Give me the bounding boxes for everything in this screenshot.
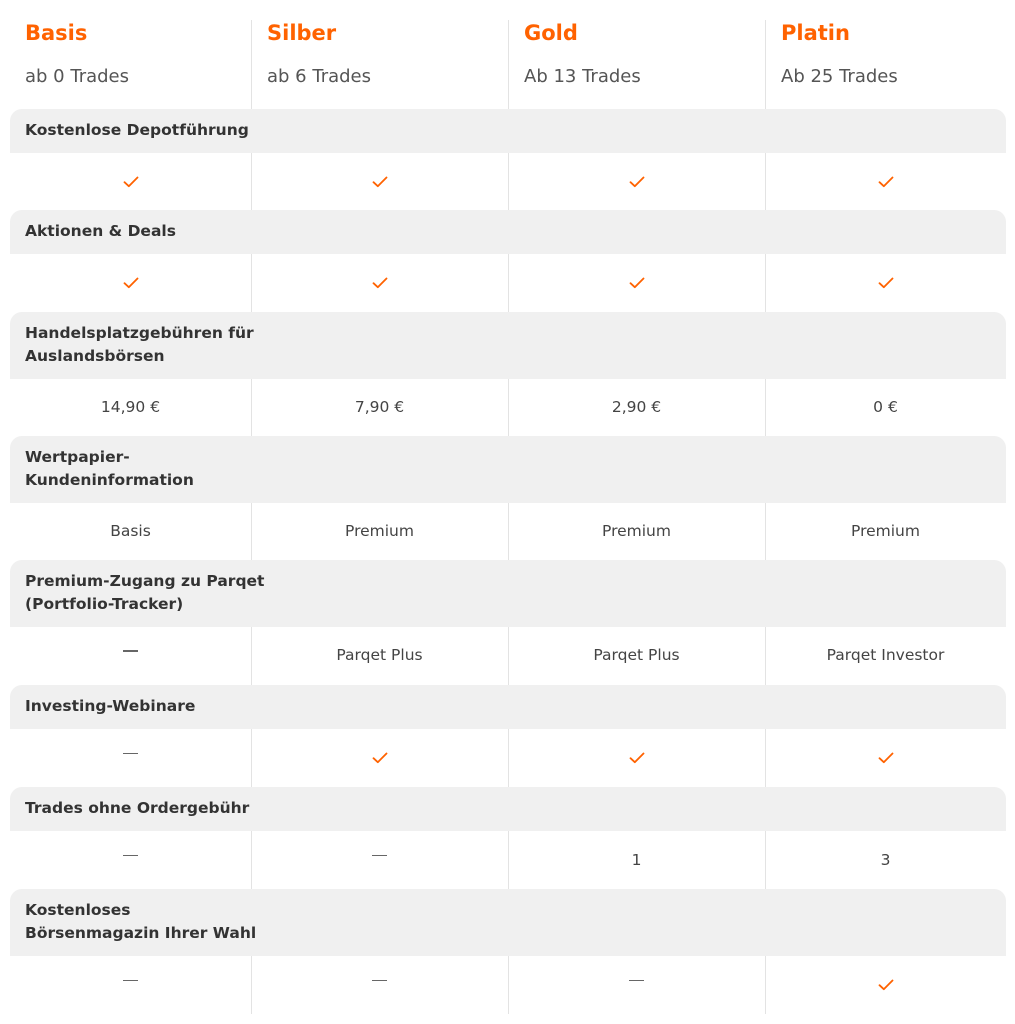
value-cell-basis — [10, 153, 251, 210]
value-text: Premium — [345, 522, 414, 540]
feature-label-line: Premium-Zugang zu Parqet — [25, 572, 265, 590]
feature-label — [25, 119, 249, 142]
feature-label-row — [10, 312, 1006, 379]
feature-label-row — [10, 787, 1006, 831]
tier-header-silber — [267, 0, 508, 108]
value-cell-basis — [10, 503, 251, 559]
value-cell-gold — [508, 729, 765, 786]
feature-label-line: Wertpapier- — [25, 448, 130, 466]
checkmark-icon — [629, 176, 645, 188]
feature-label-row — [10, 685, 1006, 729]
value-text: Premium — [851, 522, 920, 540]
value-text: 7,90 € — [354, 398, 405, 416]
value-cell-platin — [765, 379, 1006, 435]
feature-label-line: Kostenloses — [25, 901, 131, 919]
feature-value-row — [10, 729, 1006, 786]
feature-label — [25, 446, 194, 492]
feature-label-line: Aktionen & Deals — [25, 222, 176, 240]
feature-label-row — [10, 560, 1006, 627]
feature-label-line: (Portfolio-Tracker) — [25, 595, 184, 613]
feature-value-row — [10, 254, 1006, 311]
value-cell-gold — [508, 379, 765, 435]
checkmark-icon — [629, 752, 645, 764]
tier-requirement: Ab 13 Trades — [524, 66, 641, 87]
feature-label-line: Auslandsbörsen — [25, 347, 165, 365]
feature-value-row — [10, 379, 1006, 435]
value-cell-basis — [10, 956, 251, 1013]
feature-label — [25, 695, 195, 718]
value-cell-platin — [765, 503, 1006, 559]
value-cell-platin — [765, 627, 1006, 683]
value-cell-basis — [10, 379, 251, 435]
value-text: Parqet Investor — [826, 646, 945, 664]
dash-icon — [123, 650, 138, 652]
feature-label — [25, 322, 254, 368]
checkmark-icon — [123, 176, 139, 188]
feature-value-row — [10, 153, 1006, 210]
checkmark-icon — [629, 277, 645, 289]
value-cell-gold — [508, 956, 765, 1013]
value-cell-basis — [10, 831, 251, 888]
feature-value-row — [10, 831, 1006, 888]
feature-label-line: Kundeninformation — [25, 471, 194, 489]
value-text: Premium — [602, 522, 671, 540]
dash-icon — [123, 980, 138, 982]
checkmark-icon — [878, 752, 894, 764]
value-cell-silber — [251, 831, 508, 888]
value-cell-platin — [765, 729, 1006, 786]
dash-icon — [372, 855, 387, 857]
value-cell-silber — [251, 503, 508, 559]
checkmark-icon — [372, 277, 388, 289]
tier-header-gold — [524, 0, 765, 108]
checkmark-icon — [878, 277, 894, 289]
value-cell-platin — [765, 254, 1006, 311]
value-cell-silber — [251, 729, 508, 786]
feature-label-row — [10, 889, 1006, 956]
tier-requirement: ab 0 Trades — [25, 66, 130, 87]
value-cell-silber — [251, 956, 508, 1013]
checkmark-icon — [372, 176, 388, 188]
feature-label — [25, 899, 256, 945]
tier-comparison-table — [10, 0, 1006, 1024]
tier-name: Silber — [267, 21, 337, 45]
feature-value-row — [10, 627, 1006, 683]
feature-value-row — [10, 503, 1006, 559]
checkmark-icon — [878, 176, 894, 188]
feature-label-row — [10, 109, 1006, 153]
feature-label — [25, 220, 176, 243]
value-cell-platin — [765, 831, 1006, 888]
feature-value-row — [10, 956, 1006, 1013]
value-cell-platin — [765, 153, 1006, 210]
value-text: Basis — [110, 522, 151, 540]
feature-label — [25, 797, 249, 820]
value-cell-silber — [251, 153, 508, 210]
value-cell-basis — [10, 729, 251, 786]
value-text: 3 — [880, 850, 891, 869]
feature-label-line: Handelsplatzgebühren für — [25, 324, 254, 342]
value-cell-gold — [508, 153, 765, 210]
dash-icon — [372, 980, 387, 982]
tier-requirement: Ab 25 Trades — [781, 66, 898, 87]
value-text: 2,90 € — [611, 398, 662, 416]
dash-icon — [123, 855, 138, 857]
feature-label-line: Trades ohne Ordergebühr — [25, 799, 250, 817]
value-cell-platin — [765, 956, 1006, 1013]
value-cell-basis — [10, 254, 251, 311]
tier-name: Gold — [524, 21, 578, 45]
tier-header-basis — [25, 0, 250, 108]
dash-icon — [123, 753, 138, 755]
feature-label-line: Kostenlose Depotführung — [25, 121, 249, 139]
feature-label-line: Investing-Webinare — [25, 697, 196, 715]
value-text: Parqet Plus — [593, 646, 680, 664]
dash-icon — [629, 980, 644, 982]
value-text: 14,90 € — [100, 398, 161, 416]
checkmark-icon — [878, 979, 894, 991]
checkmark-icon — [123, 277, 139, 289]
feature-label-row — [10, 436, 1006, 503]
feature-label-row — [10, 210, 1006, 254]
value-cell-basis — [10, 627, 251, 683]
tier-name: Platin — [781, 21, 850, 45]
checkmark-icon — [372, 752, 388, 764]
value-cell-gold — [508, 503, 765, 559]
tier-name: Basis — [25, 21, 88, 45]
value-cell-silber — [251, 379, 508, 435]
feature-label — [25, 570, 264, 616]
value-cell-silber — [251, 627, 508, 683]
value-text: 1 — [631, 850, 642, 869]
value-cell-gold — [508, 627, 765, 683]
value-cell-silber — [251, 254, 508, 311]
tier-header-platin — [781, 0, 1006, 108]
value-text: Parqet Plus — [336, 646, 423, 664]
value-cell-gold — [508, 831, 765, 888]
value-text: 0 € — [873, 398, 898, 416]
tier-requirement: ab 6 Trades — [267, 66, 372, 87]
value-cell-gold — [508, 254, 765, 311]
feature-label-line: Börsenmagazin Ihrer Wahl — [25, 924, 257, 942]
